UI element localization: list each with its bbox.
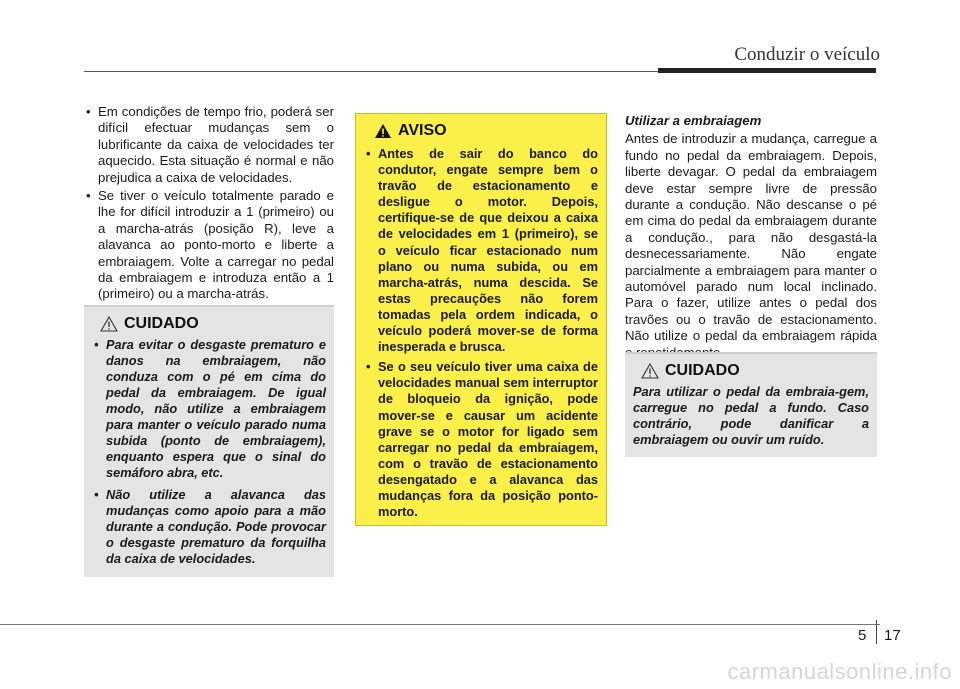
bullet-item: • Se tiver o veículo totalmente parado e lhe for difícil introduzir a 1 (primeiro) ou a marcha-atrás (posição R), leve a alavanca ao ponto-morto e liberte a embraiagem. Volte a carregar no pedal da embraiagem e introduza então a 1 (primeiro) ou a marcha-atrás. [84, 188, 334, 303]
warning-triangle-icon [100, 316, 118, 332]
header-rule-accent [658, 68, 876, 73]
caution-title: CUIDADO [641, 362, 869, 380]
warning-item: • Antes de sair do banco do condutor, engate sempre bem o travão de estacionamento e desligue o motor. Depois, certifique-se de que deixou a caixa de velocidades em 1 (primeiro), se o veículo ficar estacionado num plano ou numa subida, ou em marcha-atrás, numa descida. Se estas precauções não forem tomadas pela ordem indicada, o veículo poderá mover-se de forma inesperada e brusca. [364, 146, 598, 355]
footer-rule [0, 624, 880, 625]
caution-item: • Não utilize a alavanca das mudanças como apoio para a mão durante a condução. Pode provocar o desgaste prematuro da forquilha da caixa de velocidades. [92, 487, 326, 567]
caution-box [625, 352, 877, 457]
chapter-number: 5 [858, 627, 867, 644]
page-number: 17 [884, 627, 901, 644]
warning-box [355, 113, 607, 526]
warning-triangle-icon [641, 363, 659, 379]
warning-item: • Se o seu veículo tiver uma caixa de velocidades manual sem interruptor de bloqueio da ignição, pode mover-se e causar um acidente grave se o motor for ligado sem carregar no pedal da embraiagem, com o travão de estacionamento desengatado e a alavanca das mudanças fora da posição ponto-morto. [364, 359, 598, 520]
page-number-divider [876, 620, 877, 644]
left-column [84, 104, 334, 305]
right-column [625, 113, 877, 361]
caution-title: CUIDADO [100, 315, 326, 333]
header-rule [84, 71, 658, 72]
section-heading: Utilizar a embraiagem [625, 113, 762, 128]
caution-text: Para utilizar o pedal da embraia-gem, carregue no pedal a fundo. Caso contrário, pode danificar a embraiagem ou ouvir um ruído. [633, 384, 869, 447]
caution-box [84, 305, 334, 577]
caution-item: • Para evitar o desgaste prematuro e danos na embraiagem, não conduza com o pé em cima do pedal da embraiagem. De igual modo, não utilize a embraiagem para manter o veículo parado numa subida (ponto de embraiagem), enquanto espera que o sinal do semáforo abra, etc. [92, 337, 326, 481]
body-paragraph: Antes de introduzir a mudança, carregue a fundo no pedal da embraiagem. Depois, liberte devagar. O pedal da embraiagem deve estar sempre livre de pressão durante a condução. Não descanse o pé em cima do pedal da embraiagem durante a condução., para não desgastá-la desnecessariamente. Não engate parcialmente a embraiagem para manter o automóvel parado num local inclinado. Para o fazer, utilize antes o pedal dos travões ou o travão de estacionamento. Não utilize o pedal da embraiagem rápida [625, 131, 877, 344]
watermark: carmanualsonline.info [727, 659, 952, 684]
bullet-item: • Em condições de tempo frio, poderá ser difícil efectuar mudanças sem o lubrificante da caixa de velocidades ter aquecido. Esta situação é normal e não prejudica a caixa de velocidades. [84, 104, 334, 186]
warning-triangle-icon [374, 123, 392, 139]
warning-title: AVISO [374, 122, 598, 140]
page-header-title: Conduzir o veículo [734, 44, 880, 65]
